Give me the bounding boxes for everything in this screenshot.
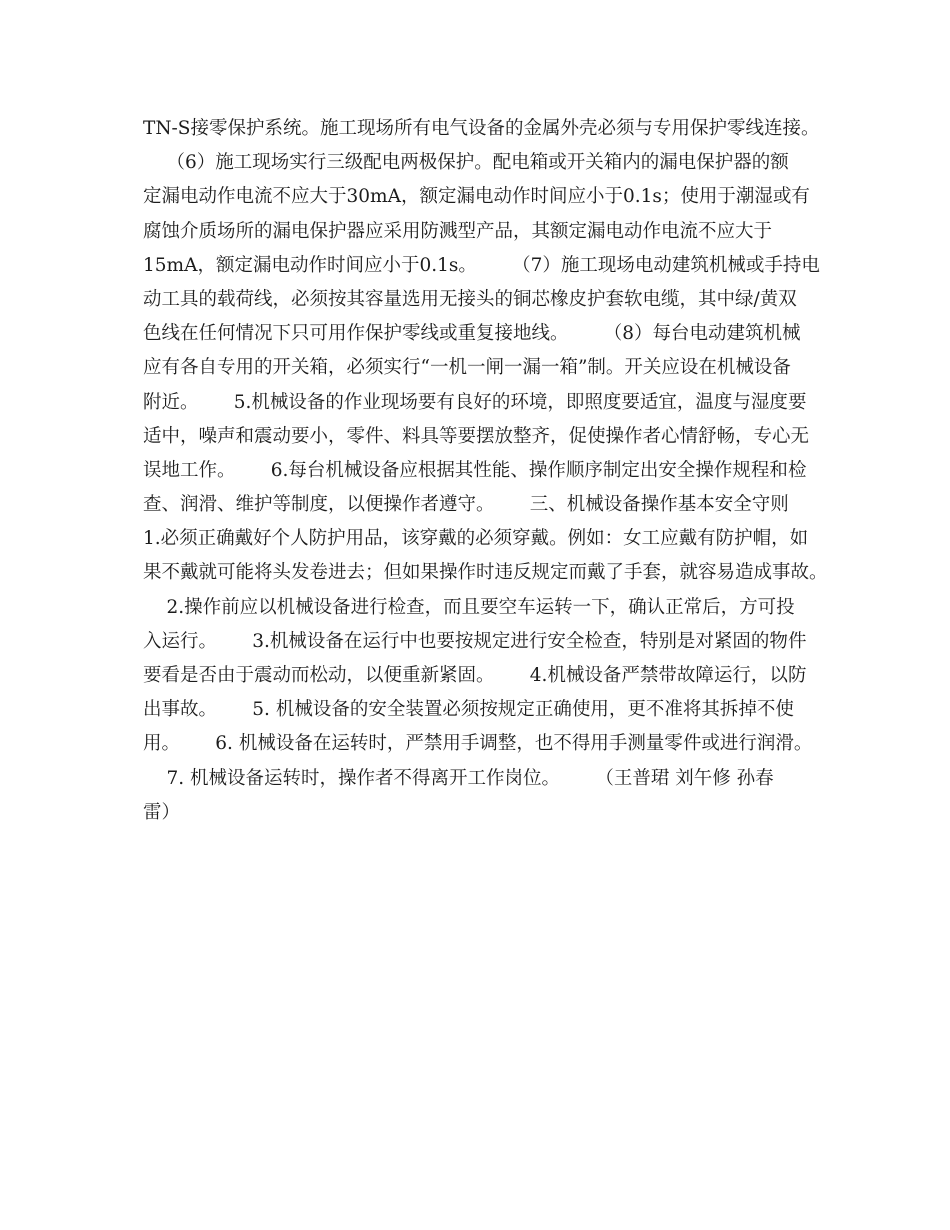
text-line: 查、润滑、维护等制度，以便操作者遵守。 三、机械设备操作基本安全守则 bbox=[143, 494, 789, 516]
document-body bbox=[143, 112, 843, 830]
text-line: 7. 机械设备运转时，操作者不得离开工作岗位。 （王普珺 刘午修 孙春 bbox=[143, 767, 774, 789]
text-line: （6）施工现场实行三级配电两极保护。配电箱或开关箱内的漏电保护器的额 bbox=[143, 152, 789, 174]
text-line: 附近。 5.机械设备的作业现场要有良好的环境，即照度要适宜，温度与湿度要 bbox=[143, 391, 807, 413]
text-line: 用。 6. 机械设备在运转时，严禁用手调整，也不得用手测量零件或进行润滑。 bbox=[143, 733, 813, 755]
text-line: TN-S接零保护系统。施工现场所有电气设备的金属外壳必须与专用保护零线连接。 bbox=[143, 118, 820, 139]
text-line: 腐蚀介质场所的漏电保护器应采用防溅型产品，其额定漏电动作电流不应大于 bbox=[143, 220, 773, 242]
text-line: 适中，噪声和震动要小，零件、料具等要摆放整齐，促使操作者心情舒畅，专心无 bbox=[143, 425, 810, 447]
text-line: 1.必须正确戴好个人防护用品，该穿戴的必须穿戴。例如：女工应戴有防护帽，如 bbox=[143, 528, 809, 550]
text-line: 定漏电动作电流不应大于30mA，额定漏电动作时间应小于0.1s；使用于潮湿或有 bbox=[143, 186, 810, 208]
text-line: 动工具的载荷线，必须按其容量选用无接头的铜芯橡皮护套软电缆，其中绿/黄双 bbox=[143, 288, 797, 310]
text-line: 果不戴就可能将头发卷进去；但如果操作时违反规定而戴了手套，就容易造成事故。 bbox=[143, 562, 828, 584]
text-line: 应有各自专用的开关箱，必须实行“一机一闸一漏一箱”制。开关应设在机械设备 bbox=[143, 357, 791, 379]
text-line: 雷） bbox=[143, 801, 181, 823]
text-line: 出事故。 5. 机械设备的安全装置必须按规定正确使用，更不准将其拆掉不使 bbox=[143, 699, 794, 721]
text-line: 2.操作前应以机械设备进行检查，而且要空车运转一下，确认正常后，方可投 bbox=[143, 596, 795, 618]
text-line: 误地工作。 6.每台机械设备应根据其性能、操作顺序制定出安全操作规程和检 bbox=[143, 459, 807, 481]
text-line: 色线在任何情况下只可用作保护零线或重复接地线。 （8）每台电动建筑机械 bbox=[143, 323, 801, 345]
text-line: 入运行。 3.机械设备在运行中也要按规定进行安全检查，特别是对紧固的物件 bbox=[143, 630, 807, 652]
text-line: 要看是否由于震动而松动，以便重新紧固。 4.机械设备严禁带故障运行，以防 bbox=[143, 665, 807, 686]
text-line: 15mA，额定漏电动作时间应小于0.1s。 （7）施工现场电动建筑机械或手持电 bbox=[143, 254, 820, 276]
